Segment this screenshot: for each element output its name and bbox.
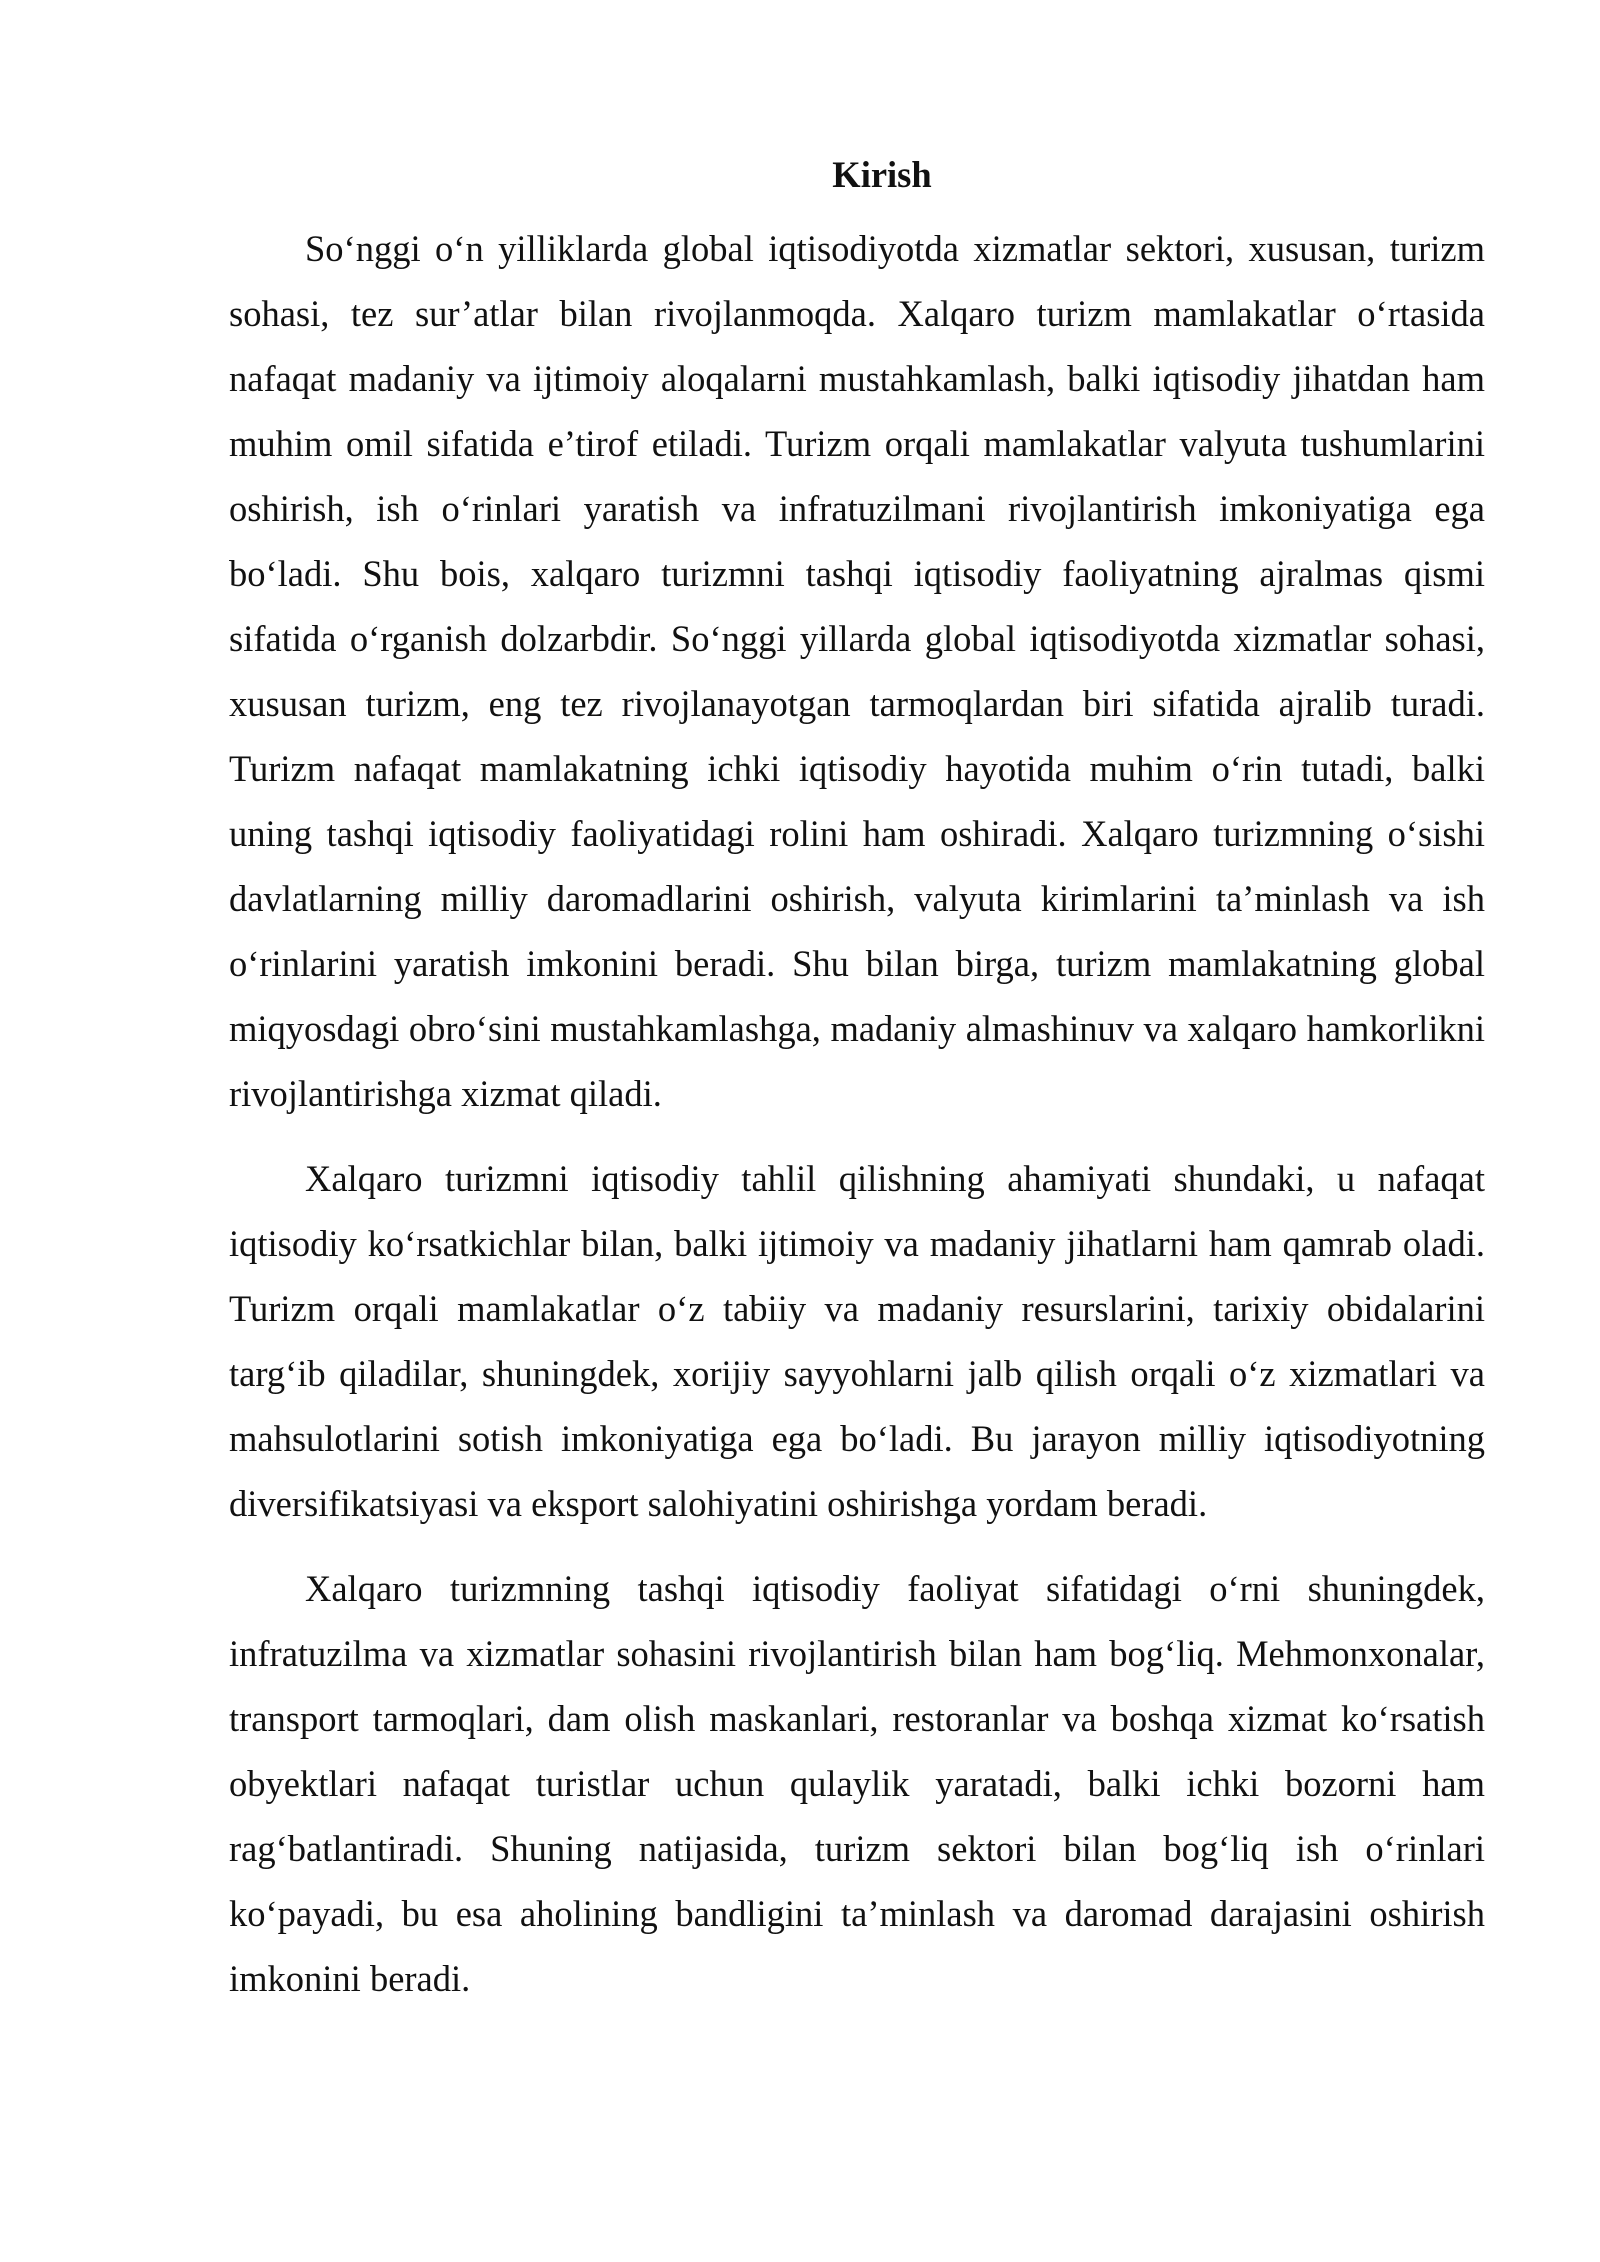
section-heading: Kirish [832, 154, 932, 195]
paragraph-1: So‘nggi o‘n yilliklarda global iqtisodiyotda xizmatlar sektori, xususan, turizm sohasi, tez sur’atlar bilan rivojlanmoqda. Xalqaro turizm mamlakatlar o‘rtasida nafaqat madaniy va ijtimoiy aloqalarni mustahkamlash, balki iqtisodiy jihatdan ham muhim omil sifatida e’tirof etiladi. Turizm orqali mamlakatlar valyuta tushumlarini oshirish, ish o‘rinlari yaratish va infratuzilmani rivojlantirish imkoniyatiga ega bo‘ladi. Shu bois, xalqaro turizmni tashqi iqtisodiy faoliyatning ajralmas qismi sifatida o‘rganish dolzarbdir. So‘nggi yillarda global iqtisodiyotda xizmatlar sohasi, xususan turizm, eng tez rivojlanayotgan tarmoqlardan biri sifatida ajralib turadi. Turizm nafaqat mamlakatning ichki iqtisodiy hayotida muhim o‘rin tutadi, balki uning tashqi iqtisodiy faoliyatidagi rolini ham oshiradi. Xalqaro turizmning o‘sishi davlatlarning milliy daromadlarini oshirish, valyuta kirimlarini ta’minlash va ish o‘rinlarini yaratish imkonini beradi. Shu bilan birga, turizm mamlakatning global miqyosdagi obro‘sini mustahkamlashga, madaniy almashinuv va xalqaro hamkorlikni rivojlantirishga xizmat qiladi. [229, 228, 1485, 1114]
paragraph-2: Xalqaro turizmni iqtisodiy tahlil qilishning ahamiyati shundaki, u nafaqat iqtisodiy ko‘rsatkichlar bilan, balki ijtimoiy va madaniy jihatlarni ham qamrab oladi. Turizm orqali mamlakatlar o‘z tabiiy va madaniy resurslarini, tarixiy obidalarini targ‘ib qiladilar, shuningdek, xorijiy sayyohlarni jalb qilish orqali o‘z xizmatlari va mahsulotlarini sotish imkoniyatiga ega bo‘ladi. Bu jarayon milliy iqtisodiyotning diversifikatsiyasi va eksport salohiyatini oshirishga yordam beradi. [229, 1158, 1485, 1524]
paragraph-3: Xalqaro turizmning tashqi iqtisodiy faoliyat sifatidagi o‘rni shuningdek, infratuzilma va xizmatlar sohasini rivojlantirish bilan ham bog‘liq. Mehmonxonalar, transport tarmoqlari, dam olish maskanlari, restoranlar va boshqa xizmat ko‘rsatish obyektlari nafaqat turistlar uchun qulaylik yaratadi, balki ichki bozorni ham rag‘batlantiradi. Shuning natijasida, turizm sektori bilan bog‘liq ish o‘rinlari ko‘payadi, bu esa aholining bandligini ta’minlash va daromad darajasini oshirish imkonini beradi. [229, 1568, 1485, 1999]
document-body [229, 148, 1485, 2011]
